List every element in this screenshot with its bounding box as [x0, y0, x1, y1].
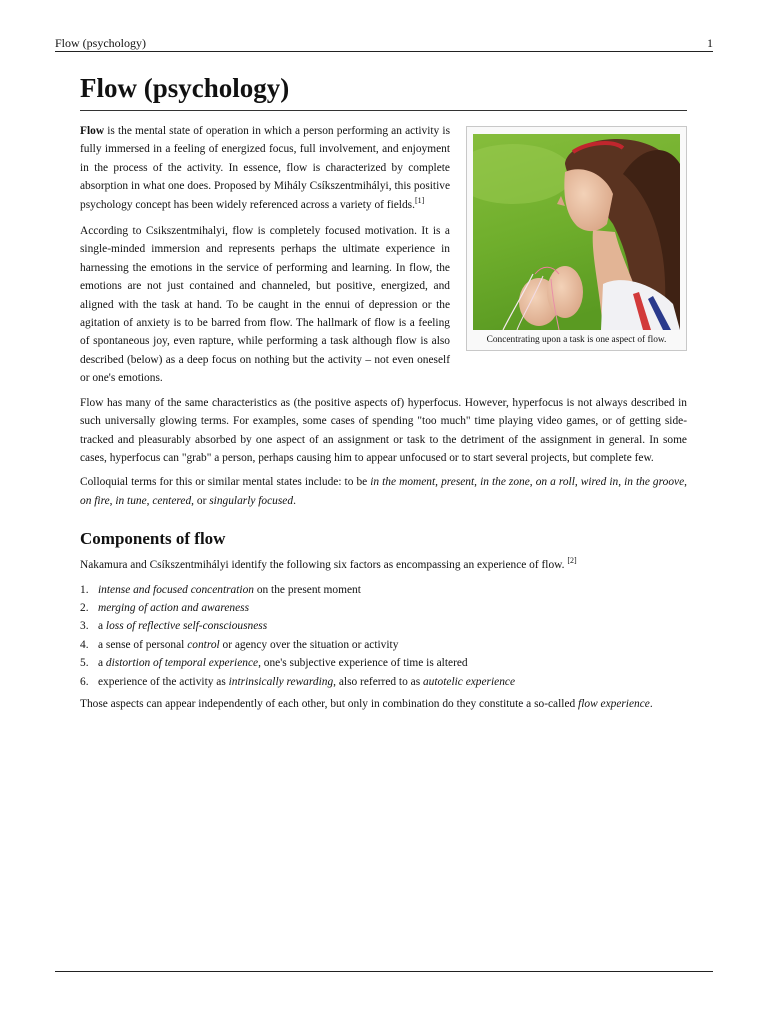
list-item-text: , also referred to as — [333, 675, 423, 688]
list-item — [80, 654, 687, 672]
hyperfocus-paragraph: Flow has many of the same characteristics as (the positive aspects of) hyperfocus. However, hyperfocus is not always described in such universally glowing terms. For examples, some cases of spending "too much" time playing video games, or of getting side-tracked and pleasurably absorbed by one aspect of an assignment or task to the detriment of the assignment in general. In some cases, hyperfocus can "grab" a person, perhaps causing him to appear unfocused or to start several projects, but complete few. — [80, 396, 687, 464]
citation-2[interactable]: [2] — [567, 556, 577, 566]
article-body — [80, 122, 687, 719]
section-heading-components: Components of flow — [80, 529, 226, 549]
sentence-end: . — [293, 494, 296, 507]
separator: , — [529, 476, 536, 489]
separator: , — [684, 476, 688, 489]
list-number: 2. — [80, 601, 89, 614]
separator: , — [618, 476, 625, 489]
separator: , or — [191, 494, 210, 507]
list-item-emphasis: merging of action and awareness — [98, 601, 250, 614]
colloquial-term: in the zone — [480, 476, 530, 489]
colloquial-term: centered — [152, 494, 192, 507]
separator: , — [435, 476, 442, 489]
citation-1[interactable]: [1] — [414, 195, 425, 205]
separator: , — [574, 476, 581, 489]
components-intro — [80, 556, 687, 574]
list-item — [80, 599, 687, 617]
separator: , — [474, 476, 481, 489]
intro-bold-term: Flow — [80, 125, 105, 137]
closing-paragraph — [80, 695, 687, 713]
list-item — [80, 617, 687, 635]
footer-rule — [55, 971, 713, 972]
figure — [466, 126, 687, 351]
list-item-emphasis: autotelic experience — [422, 675, 516, 688]
separator: , — [109, 494, 116, 507]
colloquial-term: in the moment — [370, 476, 436, 489]
colloquial-prefix: Colloquial terms for this or similar mental states include: to be — [80, 476, 371, 489]
header-rule — [55, 51, 713, 52]
colloquial-term: singularly focused — [209, 494, 294, 507]
sentence-end: . — [649, 697, 653, 710]
list-item-emphasis: loss of reflective self-consciousness — [105, 620, 268, 633]
separator: , — [146, 494, 153, 507]
colloquial-paragraph — [80, 473, 687, 510]
list-item-emphasis: intense and focused concentration — [98, 583, 254, 596]
closing-text: Those aspects can appear independently of each other, but only in combination do they constitute a so-called — [80, 697, 579, 710]
list-item-emphasis: intrinsically rewarding — [228, 675, 334, 688]
figure-caption: Concentrating upon a task is one aspect of flow. — [486, 335, 667, 345]
list-item-text: experience of the activity as — [98, 675, 229, 688]
colloquial-term: on a roll — [535, 476, 575, 489]
running-header — [55, 36, 713, 50]
list-item-text: a — [98, 620, 106, 633]
components-intro-text: Nakamura and Csíkszentmihályi identify the following six factors as encompassing an experience of flow. — [80, 559, 568, 572]
list-item-text: a sense of personal — [98, 638, 188, 651]
list-number: 5. — [80, 657, 89, 670]
colloquial-term: on fire — [80, 494, 110, 507]
colloquial-term: in the groove — [624, 476, 685, 489]
colloquial-term: present — [441, 476, 475, 489]
list-number: 4. — [80, 638, 89, 651]
page-number: 1 — [707, 36, 713, 50]
motivation-paragraph: According to Csikszentmihalyi, flow is completely focused motivation. It is a single-minded immersion and represents perhaps the ultimate experience in harnessing the emotions in the service of performing and learning. In flow, the emotions are not just contained and channeled, but positive, energized, and aligned with the task at hand. To be caught in the ennui of depression or the agitation of anxiety is to be barred from flow. The hallmark of flow is a feeling of spontaneous joy, even rapture, while performing a task although flow is also described (below) as a deep focus on nothing but the activity – not even oneself or one's emotions. — [80, 225, 450, 385]
colloquial-term: in tune — [115, 494, 147, 507]
list-item-emphasis: control — [187, 638, 220, 651]
list-number: 1. — [80, 583, 89, 596]
list-item — [80, 673, 687, 691]
list-item-text: or agency over the situation or activity — [219, 638, 399, 651]
list-item — [80, 581, 687, 599]
list-item — [80, 636, 687, 654]
list-item-emphasis: distortion of temporal experience — [105, 657, 259, 670]
running-header-title: Flow (psychology) — [55, 36, 146, 50]
title-rule — [80, 110, 687, 111]
list-item-text: on the present moment — [253, 583, 361, 596]
components-list — [80, 581, 687, 691]
article-title: Flow (psychology) — [80, 73, 290, 103]
list-number: 6. — [80, 675, 89, 688]
list-item-text: a — [98, 657, 106, 670]
figure-photo — [473, 134, 680, 330]
colloquial-term: wired in — [580, 476, 619, 489]
closing-emphasis: flow experience — [578, 697, 650, 710]
list-number: 3. — [80, 620, 89, 633]
list-item-text: , one's subjective experience of time is altered — [258, 657, 468, 670]
intro-text: is the mental state of operation in which a person performing an activity is fully immersed in a feeling of energized focus, full involvement, and enjoyment in the process of the activity. In essence, flow is characterized by complete absorption in what one does. Proposed by Mihály Csíkszentmihályi, this positive psychology concept has been widely referenced across a variety of fields. — [80, 125, 450, 211]
